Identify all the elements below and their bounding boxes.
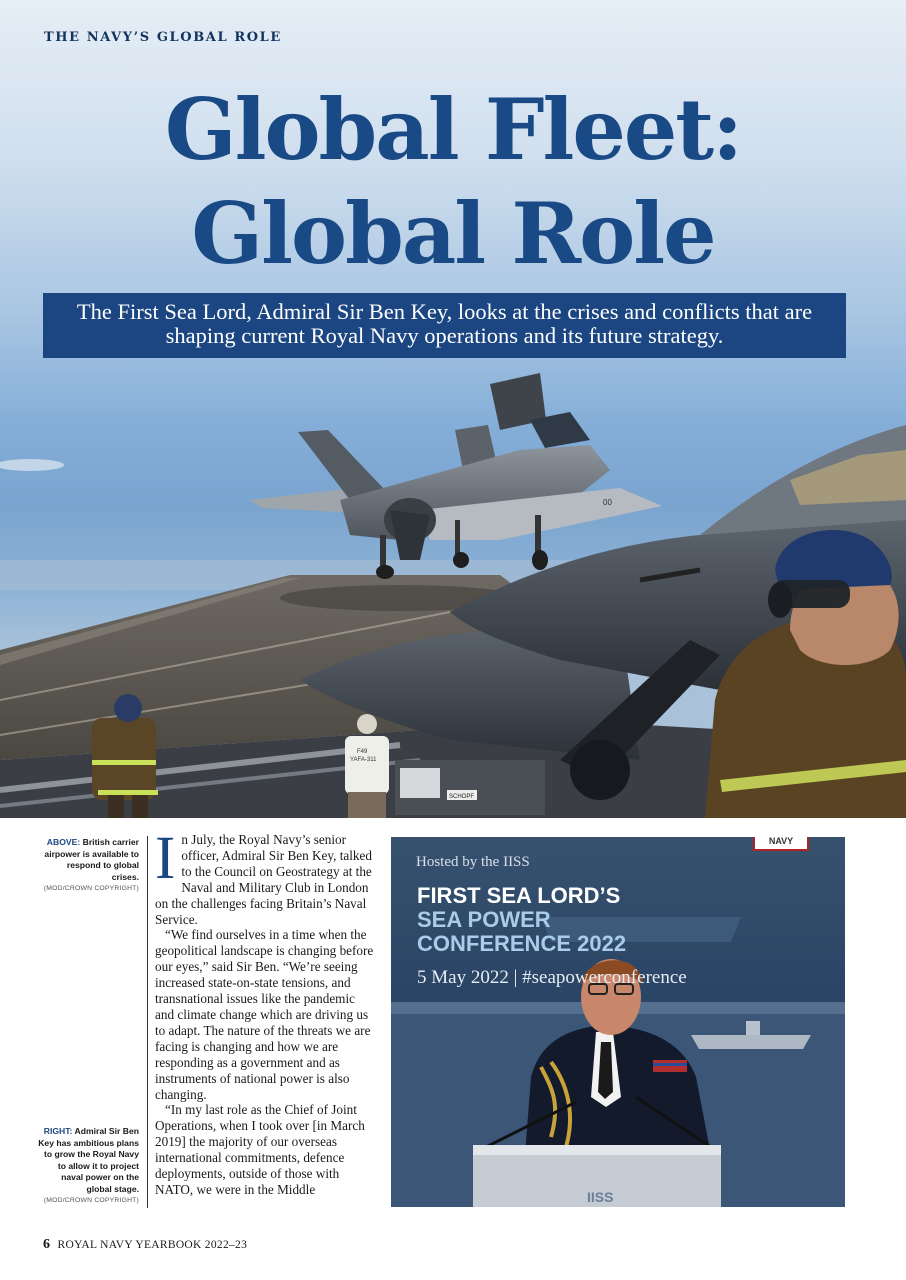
article-body [155, 832, 375, 1212]
caption-above-lead: ABOVE: [46, 837, 81, 847]
banner-title-line-3: CONFERENCE 2022 [417, 931, 627, 956]
navy-badge: NAVY [753, 837, 809, 851]
banner-date-line: 5 May 2022 | #seapowerconference [417, 967, 687, 988]
lectern-logo: IISS [587, 1189, 614, 1205]
caption-right-credit: (MOD/CROWN COPYRIGHT) [43, 1197, 139, 1204]
caption-right [38, 1126, 139, 1207]
banner-title-line-1: FIRST SEA LORD’S [417, 883, 621, 908]
caption-above-text: British carrier airpower is available to respond to global crises. [44, 837, 139, 882]
headline-line-2: Global Role [191, 184, 715, 283]
article-paragraph: “We find ourselves in a time when the geopolitical landscape is changing before our eyes,” said Sir Ben. “We’re seeing increased state-on-state tensions, and transnational issues like the pandemic and climate change which are driving us to adapt. The nature of the threats we are facing is changing and how we are responding as a government and as instruments of national power is also changing. [155, 927, 374, 1102]
equipment-cart [395, 760, 545, 815]
page-footer [43, 1237, 247, 1253]
article-paragraph: “In my last role as the Chief of Joint Operations, when I took over [in March 2019] the majority of our overseas international commitments, defence deployments, outside of those with NATO, we were in the Middle [155, 1102, 365, 1197]
svg-text:SCHOPF: SCHOPF [449, 794, 475, 800]
column-rule [147, 836, 148, 1208]
section-kicker: THE NAVY’S GLOBAL ROLE [44, 30, 282, 45]
f35-jet-airborne [250, 373, 662, 579]
standfirst-banner: The First Sea Lord, Admiral Sir Ben Key, looks at the crises and conflicts that are shaping current Royal Navy operations and its future strategy. [43, 293, 846, 358]
conference-photo [391, 837, 845, 1207]
caption-right-lead: RIGHT: [43, 1126, 73, 1136]
publication-name: ROYAL NAVY YEARBOOK 2022–23 [57, 1239, 248, 1251]
banner-title-line-2: SEA POWER [417, 907, 551, 932]
article-paragraph: In July, the Royal Navy’s senior officer, Admiral Sir Ben Key, talked to the Council on Geostrategy at the Naval and Military Club in London on the challenges facing Britain’s Naval Service. [155, 832, 372, 927]
caption-right-text: Admiral Sir Ben Key has ambitious plans to grow the Royal Navy to allow it to project naval power on the global stage. [38, 1126, 139, 1194]
banner-hosted-by: Hosted by the IISS [416, 854, 530, 870]
svg-text:YAFA-311: YAFA-311 [350, 757, 377, 763]
svg-text:F49: F49 [357, 749, 368, 755]
caption-above [38, 837, 139, 895]
svg-text:00: 00 [603, 498, 612, 507]
caption-above-credit: (MOD/CROWN COPYRIGHT) [43, 885, 139, 892]
headline-line-1: Global Fleet: [164, 80, 742, 179]
page-number: 6 [43, 1237, 51, 1252]
drop-cap: I [155, 832, 176, 892]
